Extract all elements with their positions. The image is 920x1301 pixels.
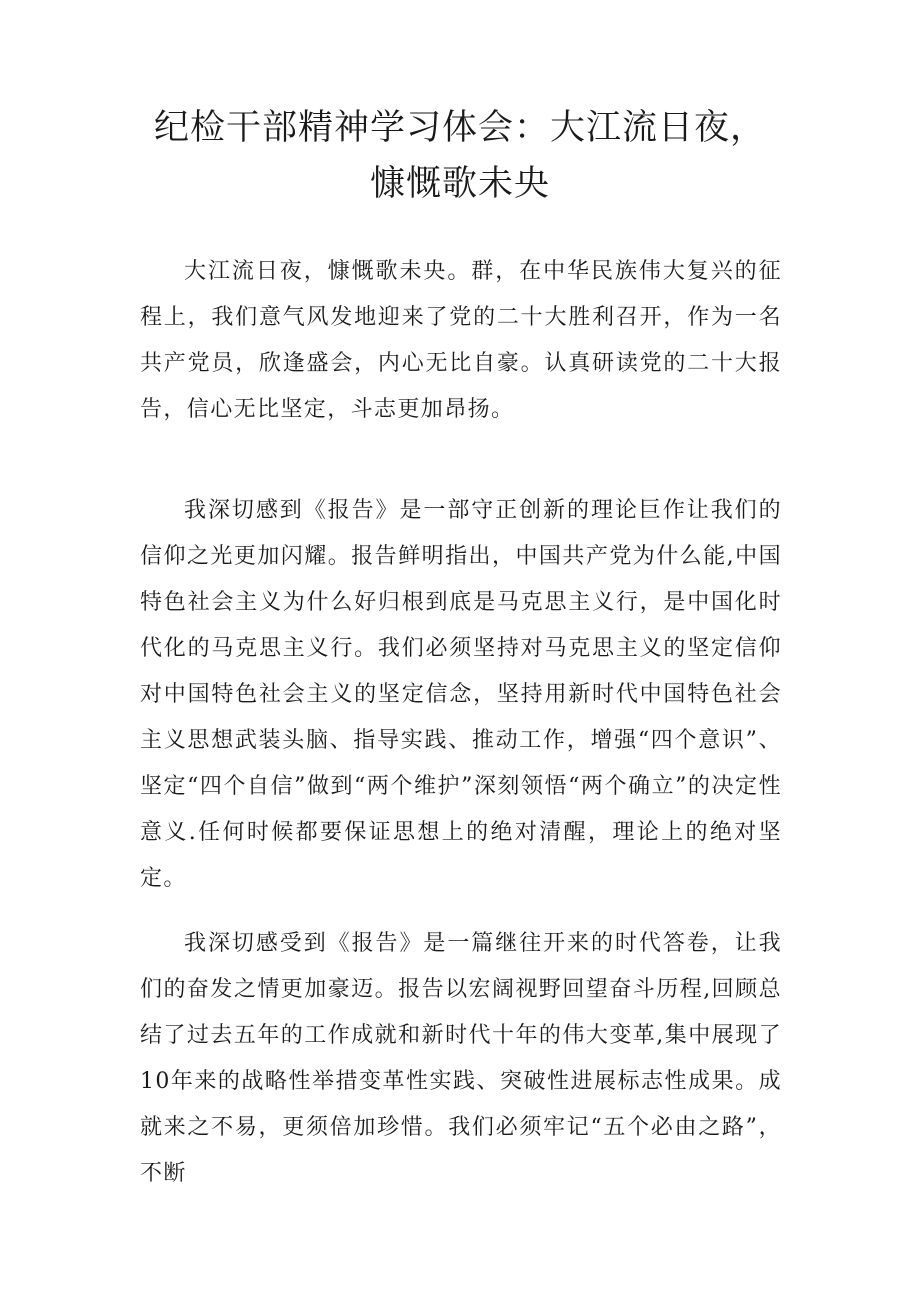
paragraph-3: 我深切感受到《报告》是一篇继往开来的时代答卷，让我们的奋发之情更加豪迈。报告以宏阔视野回望奋斗历程,回顾总结了过去五年的工作成就和新时代十年的伟大变革,集中展现了10年来的战略性举措变革性实践、突破性进展标志性成果。成就来之不易，更须倍加珍惜。我们必须牢记“五个必由之路”，不断 <box>140 931 782 1186</box>
document-title: 纪检干部精神学习体会：大江流日夜，慷慨歌未央 <box>153 108 766 204</box>
paragraph-2: 我深切感到《报告》是一部守正创新的理论巨作让我们的信仰之光更加闪耀。报告鲜明指出，中国共产党为什么能,中国特色社会主义为什么好归根到底是马克思主义行，是中国化时代化的马克思主义行。我们必须坚持对马克思主义的坚定信仰对中国特色社会主义的坚定信念，坚持用新时代中国特色社会主义思想武装头脑、指导实践、推动工作，增强“四个意识”、坚定“四个自信”做到“两个维护”深刻领悟“两个确立”的决定性意义.任何时候都要保证思想上的绝对清醒，理论上的绝对坚定。 <box>140 498 782 891</box>
paragraph-1: 大江流日夜，慷慨歌未央。群，在中华民族伟大复兴的征程上，我们意气风发地迎来了党的二十大胜利召开，作为一名共产党员，欣逢盛会，内心无比自豪。认真研读党的二十大报告，信心无比坚定，斗志更加昂扬。 <box>140 259 782 422</box>
